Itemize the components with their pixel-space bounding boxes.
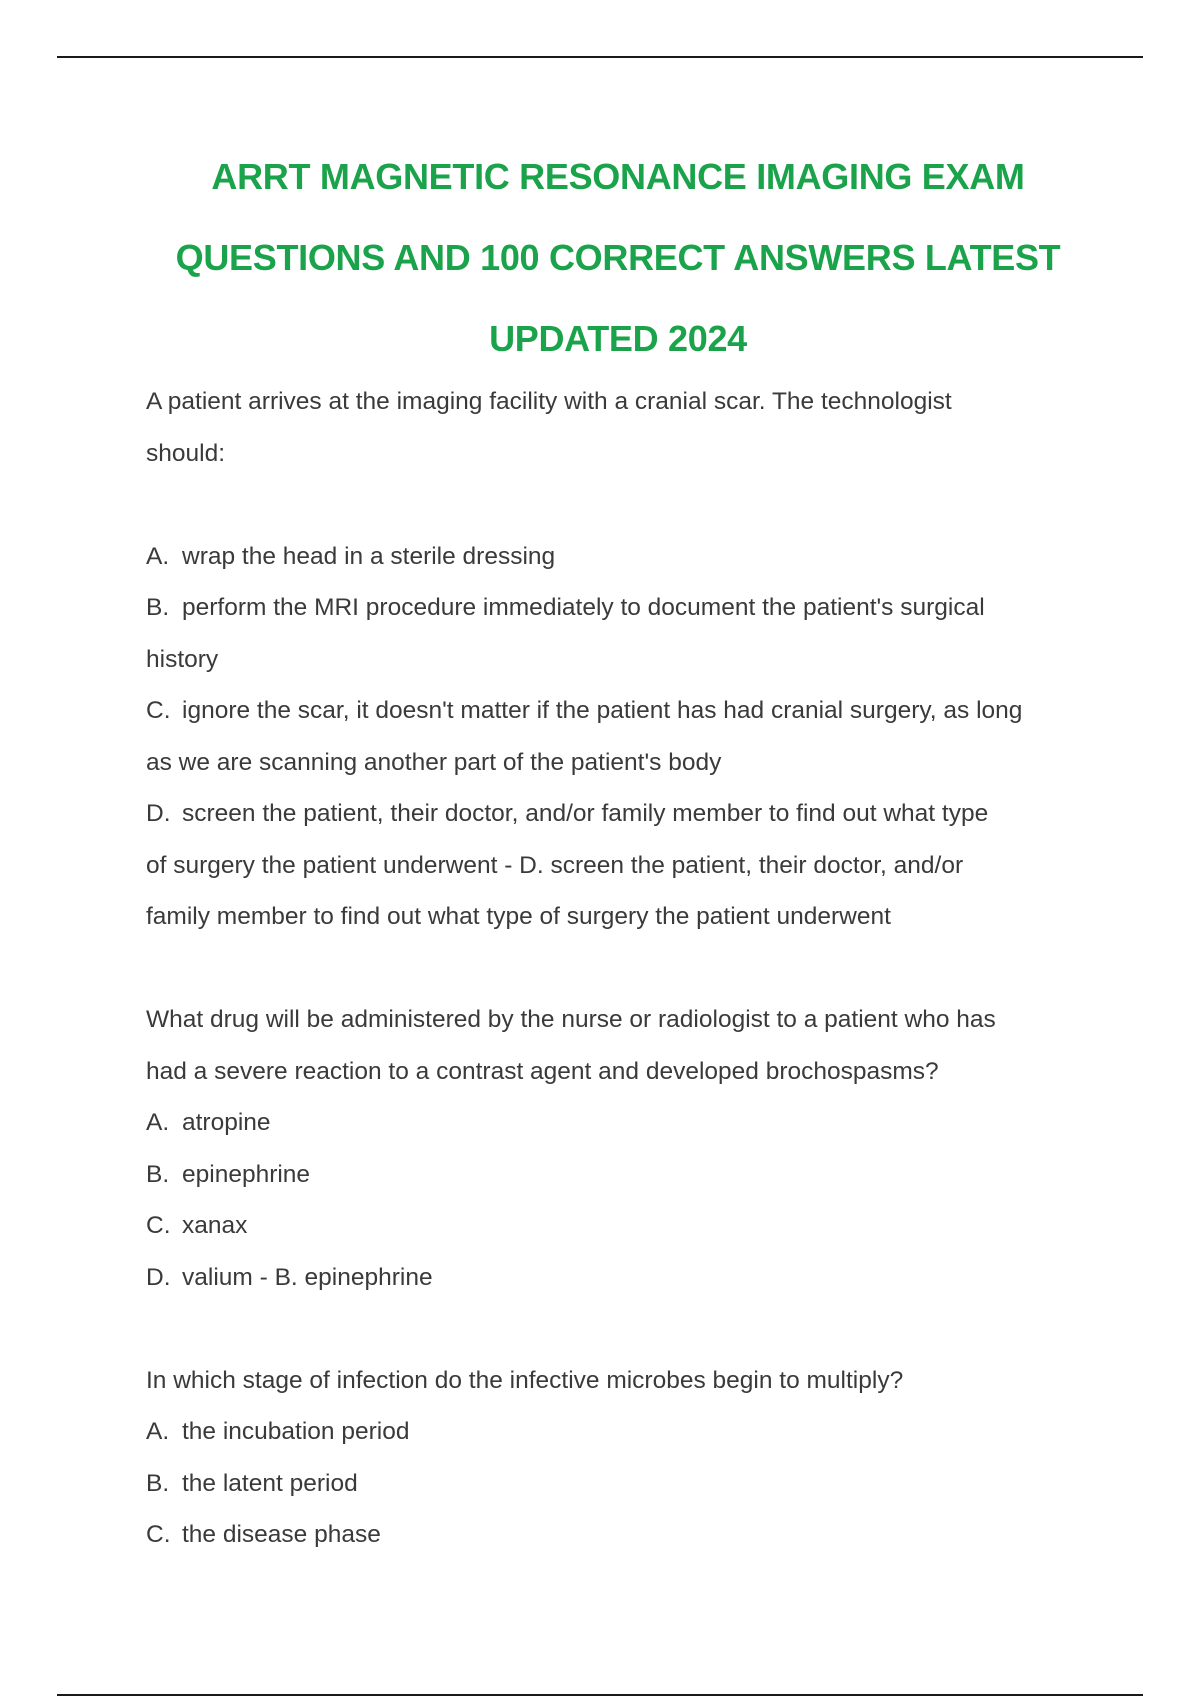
option-text: the disease phase <box>182 1521 381 1548</box>
answer-option <box>146 1149 1086 1201</box>
option-letter: D. <box>146 1263 171 1291</box>
answer-option <box>146 531 1086 583</box>
answer-option <box>146 1200 1086 1252</box>
option-text: atropine <box>182 1109 271 1136</box>
option-text: the latent period <box>182 1469 358 1497</box>
answer-option <box>146 1252 1086 1304</box>
question-block <box>146 1355 1086 1561</box>
option-text-continued: of surgery the patient underwent - D. screen the patient, their doctor, and/or <box>146 851 964 879</box>
answer-option <box>146 1458 1086 1510</box>
question-content <box>146 376 1086 1561</box>
question-stem-line: What drug will be administered by the nurse or radiologist to a patient who has <box>146 1006 996 1033</box>
option-text-continued: family member to find out what type of surgery the patient underwent <box>146 903 891 930</box>
option-text: valium - B. epinephrine <box>182 1263 433 1291</box>
title-line: ARRT MAGNETIC RESONANCE IMAGING EXAM <box>211 156 1025 197</box>
option-text: xanax <box>182 1212 248 1239</box>
answer-option <box>146 1509 1086 1561</box>
option-letter: B. <box>146 594 170 621</box>
top-rule <box>57 56 1143 58</box>
option-letter: A. <box>146 542 170 570</box>
page-title <box>120 136 1116 379</box>
spacer <box>146 943 1086 995</box>
option-letter: C. <box>146 1521 171 1548</box>
option-letter: B. <box>146 1160 170 1188</box>
option-text-continued: history <box>146 645 219 673</box>
title-line: QUESTIONS AND 100 CORRECT ANSWERS LATEST <box>175 237 1061 278</box>
answer-option <box>146 1097 1086 1149</box>
option-text: ignore the scar, it doesn't matter if the patient has had cranial surgery, as long <box>182 697 1023 724</box>
answer-option <box>146 788 1086 840</box>
option-letter: A. <box>146 1418 170 1445</box>
option-text: epinephrine <box>182 1160 311 1188</box>
question-stem-line: had a severe reaction to a contrast agent and developed brochospasms? <box>146 1057 939 1085</box>
question-stem-line: A patient arrives at the imaging facility with a cranial scar. The technologist <box>146 388 952 415</box>
answer-option <box>146 685 1086 737</box>
spacer <box>146 479 1086 531</box>
option-text: screen the patient, their doctor, and/or family member to find out what type <box>182 800 989 827</box>
question-stem-line: In which stage of infection do the infective microbes begin to multiply? <box>146 1366 904 1394</box>
question-block <box>146 994 1086 1303</box>
option-text: the incubation period <box>182 1418 410 1445</box>
option-letter: C. <box>146 1212 171 1239</box>
option-letter: C. <box>146 697 171 724</box>
title-line: UPDATED 2024 <box>489 318 747 359</box>
option-text: perform the MRI procedure immediately to document the patient's surgical <box>182 594 985 621</box>
option-letter: B. <box>146 1469 170 1497</box>
option-text-continued: as we are scanning another part of the patient's body <box>146 748 722 776</box>
answer-option <box>146 1406 1086 1458</box>
option-letter: A. <box>146 1109 170 1136</box>
spacer <box>146 1303 1086 1355</box>
bottom-rule <box>57 1694 1143 1696</box>
question-block <box>146 376 1086 943</box>
option-letter: D. <box>146 800 171 827</box>
question-stem-line: should: <box>146 439 226 467</box>
option-text: wrap the head in a sterile dressing <box>182 542 556 570</box>
answer-option <box>146 582 1086 634</box>
